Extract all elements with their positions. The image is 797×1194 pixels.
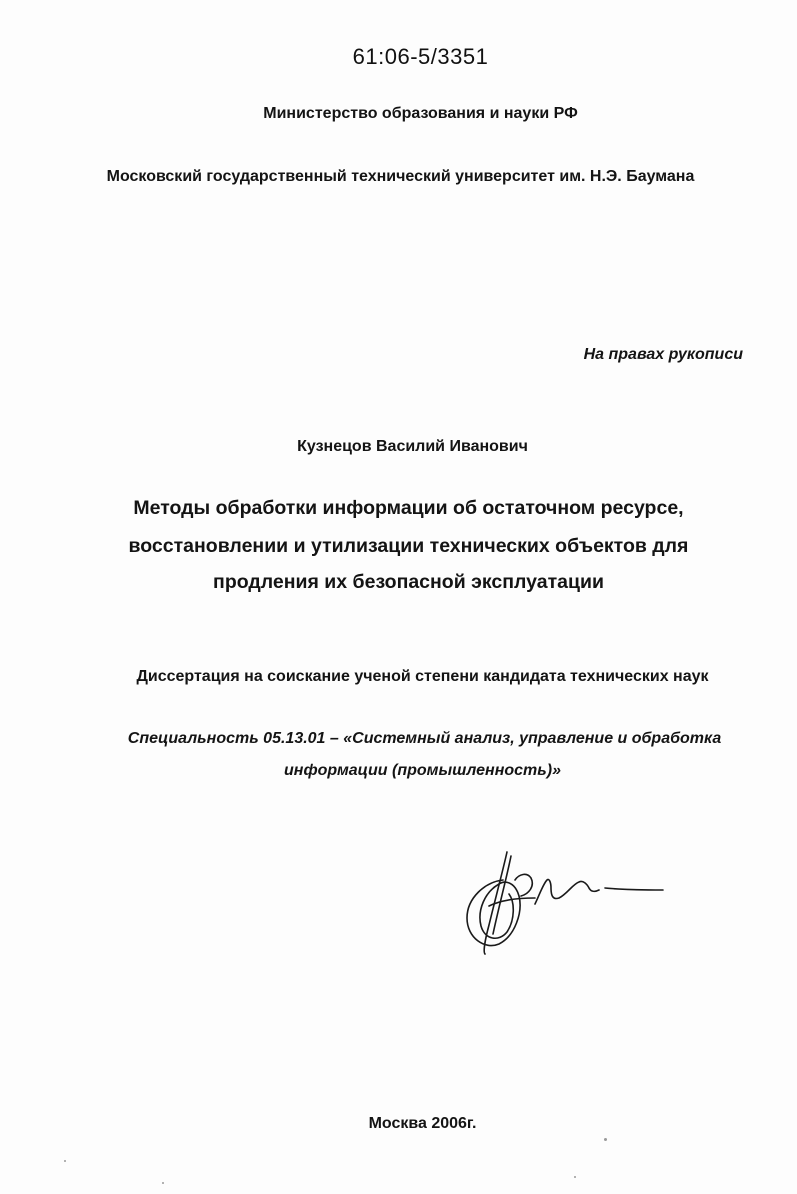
dissertation-note: Диссертация на соискание ученой степени кандидата технических наук [136, 668, 709, 685]
scan-speck [574, 1176, 576, 1178]
author-name: Кузнецов Василий Иванович [297, 438, 528, 455]
scan-speck [64, 1160, 66, 1162]
manuscript-rights-note: На правах рукописи [583, 346, 743, 363]
thesis-title-line-2: восстановлении и утилизации технических объектов для [128, 535, 689, 557]
specialty-line-1: Специальность 05.13.01 – «Системный анализ, управление и обработка [127, 730, 722, 747]
catalog-code: 61:06-5/3351 [352, 44, 489, 69]
city-and-year: Москва 2006г. [368, 1115, 477, 1132]
scan-speck [604, 1138, 607, 1141]
thesis-title-line-1: Методы обработки информации об остаточном ресурсе, [133, 497, 684, 519]
handwritten-signature-icon [455, 840, 675, 960]
scan-speck [162, 1182, 164, 1184]
university-heading: Московский государственный технический университет им. Н.Э. Баумана [106, 168, 695, 185]
ministry-heading: Министерство образования и науки РФ [263, 105, 578, 122]
thesis-title-line-3: продления их безопасной эксплуатации [213, 571, 604, 593]
specialty-line-2: информации (промышленность)» [284, 762, 561, 779]
